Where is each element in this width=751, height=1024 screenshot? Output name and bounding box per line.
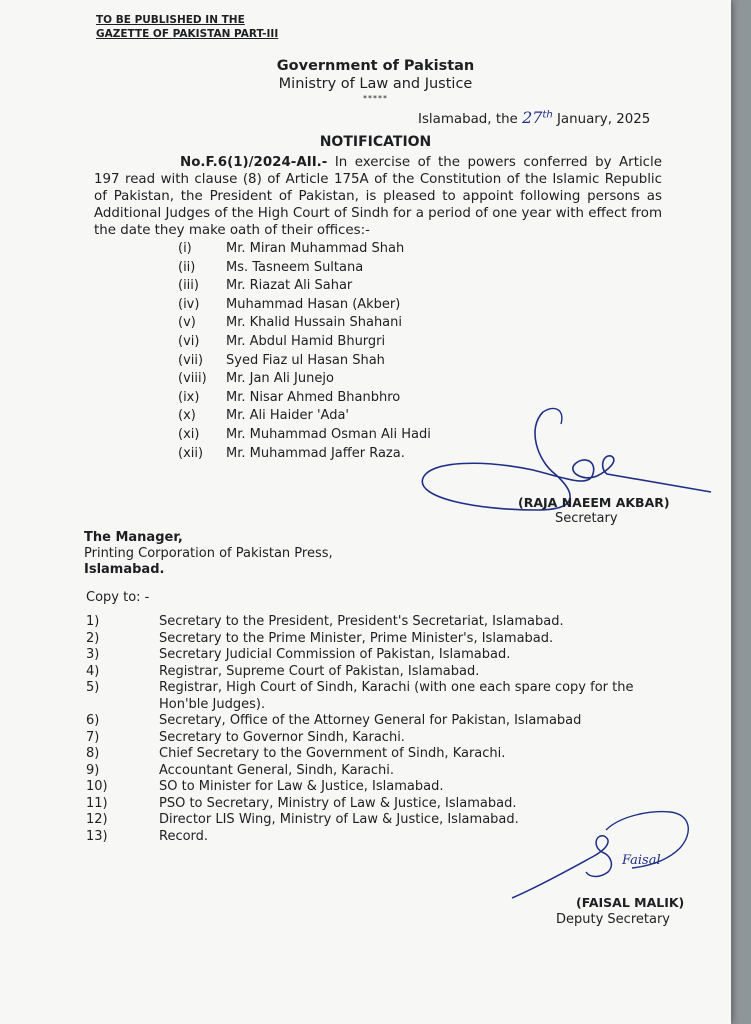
person-name: Muhammad Hasan (Akber) [226, 296, 401, 312]
person-row [178, 278, 431, 297]
date-day-suffix: th [542, 109, 553, 121]
gazette-note-line1: TO BE PUBLISHED IN THE [96, 14, 245, 26]
copy-to-item [86, 713, 679, 730]
person-row [178, 390, 431, 409]
notification-number: No.F.6(1)/2024-AII.- [180, 155, 328, 170]
copy-to-text: PSO to Secretary, Ministry of Law & Justice, Islamabad. [159, 795, 517, 811]
person-number: (xii) [178, 445, 204, 461]
copy-to-item [86, 664, 679, 681]
government-heading: Government of Pakistan [276, 58, 475, 74]
person-name: Mr. Miran Muhammad Shah [226, 241, 405, 256]
recipient-line2: Printing Corporation of Pakistan Press, [84, 546, 333, 561]
copy-to-text: Secretary to the President, President's Secretariat, Islamabad. [159, 614, 564, 629]
date-line [418, 108, 650, 127]
copy-to-text: Secretary Judicial Commission of Pakistan, Islamabad. [159, 647, 511, 662]
date-rest: January, 2025 [556, 112, 651, 127]
copy-to-text: SO to Minister for Law & Justice, Islamabad. [159, 779, 444, 794]
person-number: (vi) [178, 333, 200, 349]
copy-to-number: 3) [86, 647, 100, 662]
copy-to-item [86, 779, 679, 796]
copy-to-number: 9) [86, 762, 100, 778]
copy-to-text: Secretary, Office of the Attorney General for Pakistan, Islamabad [159, 713, 582, 728]
copy-to-number: 8) [86, 746, 100, 761]
copy-to-number: 5) [86, 680, 100, 695]
copy-to-number: 10) [86, 779, 108, 794]
deputy-secretary-title: Deputy Secretary [556, 912, 670, 927]
gazette-note-line2: GAZETTE OF PAKISTAN PART-III [96, 28, 279, 40]
person-name: Mr. Muhammad Osman Ali Hadi [226, 426, 431, 442]
person-row [178, 408, 431, 427]
person-number: (i) [178, 241, 192, 256]
notification-text: In exercise of the powers conferred by Article 197 read with clause (8) of Article 175A of the Constitution of the Islamic Republic of Pakistan, the President of Pakistan, is pleased to appoint following persons as Additional Judges of the High Court of Sindh for a period of one year with effect from the date they make oath of their offices:- [94, 155, 662, 238]
copy-to-label: Copy to: - [86, 590, 150, 605]
person-name: Syed Fiaz ul Hasan Shah [226, 352, 385, 368]
copy-to-text: Director LIS Wing, Ministry of Law & Justice, Islamabad. [159, 812, 519, 827]
deputy-secretary-signature [510, 806, 710, 906]
person-name: Mr. Ali Haider 'Ada' [226, 408, 349, 424]
secretary-name: (RAJA NAEEM AKBAR) [518, 495, 670, 510]
copy-to-item [86, 746, 679, 763]
person-row [178, 427, 431, 446]
person-row [178, 315, 431, 334]
person-number: (v) [178, 315, 196, 331]
person-number: (iii) [178, 278, 199, 294]
copy-to-number: 4) [86, 663, 100, 679]
copy-to-item [86, 647, 679, 664]
person-name: Mr. Riazat Ali Sahar [226, 278, 353, 294]
copy-to-number: 2) [86, 630, 100, 646]
copy-to-text: Chief Secretary to the Government of Sindh, Karachi. [159, 746, 506, 761]
person-name: Mr. Abdul Hamid Bhurgri [226, 333, 386, 349]
person-name: Ms. Tasneem Sultana [226, 259, 364, 275]
person-name: Mr. Muhammad Jaffer Raza. [226, 445, 405, 461]
person-number: (xi) [178, 426, 200, 442]
copy-to-item [86, 680, 679, 713]
person-number: (ii) [178, 259, 196, 275]
person-number: (x) [178, 408, 196, 424]
date-prefix: Islamabad, the [418, 112, 518, 127]
ministry-heading: Ministry of Law and Justice [278, 76, 473, 92]
copy-to-text: Secretary to Governor Sindh, Karachi. [159, 729, 405, 745]
copy-to-number: 12) [86, 812, 108, 827]
copy-to-number: 11) [86, 795, 108, 811]
deputy-secretary-name: (FAISAL MALIK) [576, 895, 685, 910]
person-row [178, 241, 431, 260]
person-name: Mr. Khalid Hussain Shahani [226, 315, 402, 331]
copy-to-number: 1) [86, 614, 100, 629]
copy-to-number: 7) [86, 729, 100, 745]
copy-to-text: Registrar, Supreme Court of Pakistan, Islamabad. [159, 663, 480, 679]
notification-title: NOTIFICATION [319, 134, 432, 150]
person-row [178, 446, 431, 465]
person-number: (viii) [178, 371, 207, 387]
copy-to-item [86, 631, 679, 648]
copy-to-text: Record. [159, 828, 209, 844]
deputy-secretary-signature-text: Faisal [622, 853, 661, 868]
person-row [178, 371, 431, 390]
person-name: Mr. Jan Ali Junejo [226, 371, 334, 387]
header-stars: ***** [363, 94, 388, 103]
person-row [178, 334, 431, 353]
person-row [178, 353, 431, 372]
copy-to-text: Registrar, High Court of Sindh, Karachi (with one each spare copy for the Hon'ble Judges). [159, 680, 634, 712]
secretary-title: Secretary [555, 511, 618, 526]
recipient-line3: Islamabad. [84, 562, 165, 577]
copy-to-number: 13) [86, 828, 108, 844]
notification-body [94, 154, 662, 239]
copy-to-number: 6) [86, 713, 100, 728]
person-row [178, 297, 431, 316]
person-number: (vii) [178, 352, 204, 368]
person-row [178, 260, 431, 279]
copy-to-item [86, 614, 679, 631]
person-number: (ix) [178, 389, 200, 405]
person-number: (iv) [178, 296, 200, 312]
persons-list [178, 241, 431, 464]
date-day-handwritten: 27 [522, 108, 543, 127]
copy-to-item [86, 730, 679, 747]
copy-to-item [86, 763, 679, 780]
copy-to-text: Accountant General, Sindh, Karachi. [159, 762, 394, 778]
copy-to-text: Secretary to the Prime Minister, Prime Minister's, Islamabad. [159, 630, 554, 646]
recipient-line1: The Manager, [84, 530, 183, 545]
person-name: Mr. Nisar Ahmed Bhanbhro [226, 389, 401, 405]
